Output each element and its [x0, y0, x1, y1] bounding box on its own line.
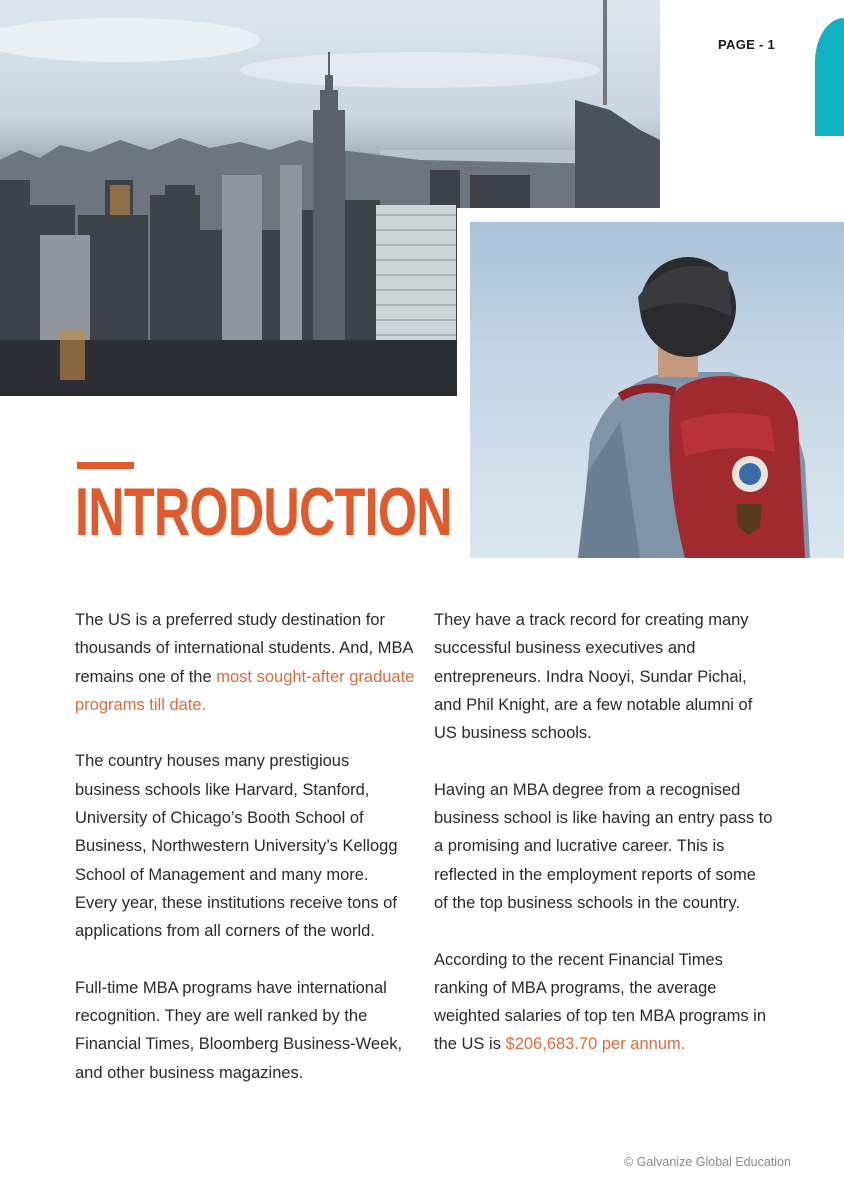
page-title: INTRODUCTION [75, 474, 452, 550]
paragraph-text: According to the recent Financial Times ranking of MBA programs, the average weighted salaries of top ten MBA programs in the US is [434, 950, 767, 1054]
paragraph-text: The US is a preferred study destination for thousands of international students. And, MBA remains one of the [75, 611, 413, 686]
paragraph: Full-time MBA programs have international recognition. They are well ranked by the Financial Times, Bloomberg Business-Week, and other business magazines. [75, 978, 403, 1082]
student-illustration [470, 222, 844, 558]
highlighted-salary: $206,683.70 per annum. [505, 1035, 686, 1054]
right-column [434, 606, 774, 1087]
left-column [75, 606, 415, 1115]
teal-tab-decoration [815, 18, 844, 136]
paragraph: Having an MBA degree from a recognised business school is like having an entry pass to a promising and lucrative career. This is reflected in the employment reports of some of the top business schools in the country. [434, 780, 773, 912]
page-number: PAGE - 1 [718, 37, 776, 52]
paragraph [434, 946, 774, 1059]
footer-copyright: © Galvanize Global Education [624, 1155, 791, 1169]
student-backpack-image [470, 222, 844, 558]
title-accent-bar [77, 462, 134, 469]
paragraph: The country houses many prestigious business schools like Harvard, Stanford, University of Chicago’s Booth School of Business, Northwestern University’s Kellogg School of Management and many more. Every year, these institutions receive tons of applications from all corners of the world. [75, 752, 398, 941]
paragraph: They have a track record for creating many successful business executives and entrepreneurs. Indra Nooyi, Sundar Pichai, and Phil Knight, are a few notable alumni of US business schools. [434, 611, 753, 743]
highlighted-text: most sought-after graduate programs till date. [75, 667, 415, 714]
paragraph [75, 606, 415, 719]
